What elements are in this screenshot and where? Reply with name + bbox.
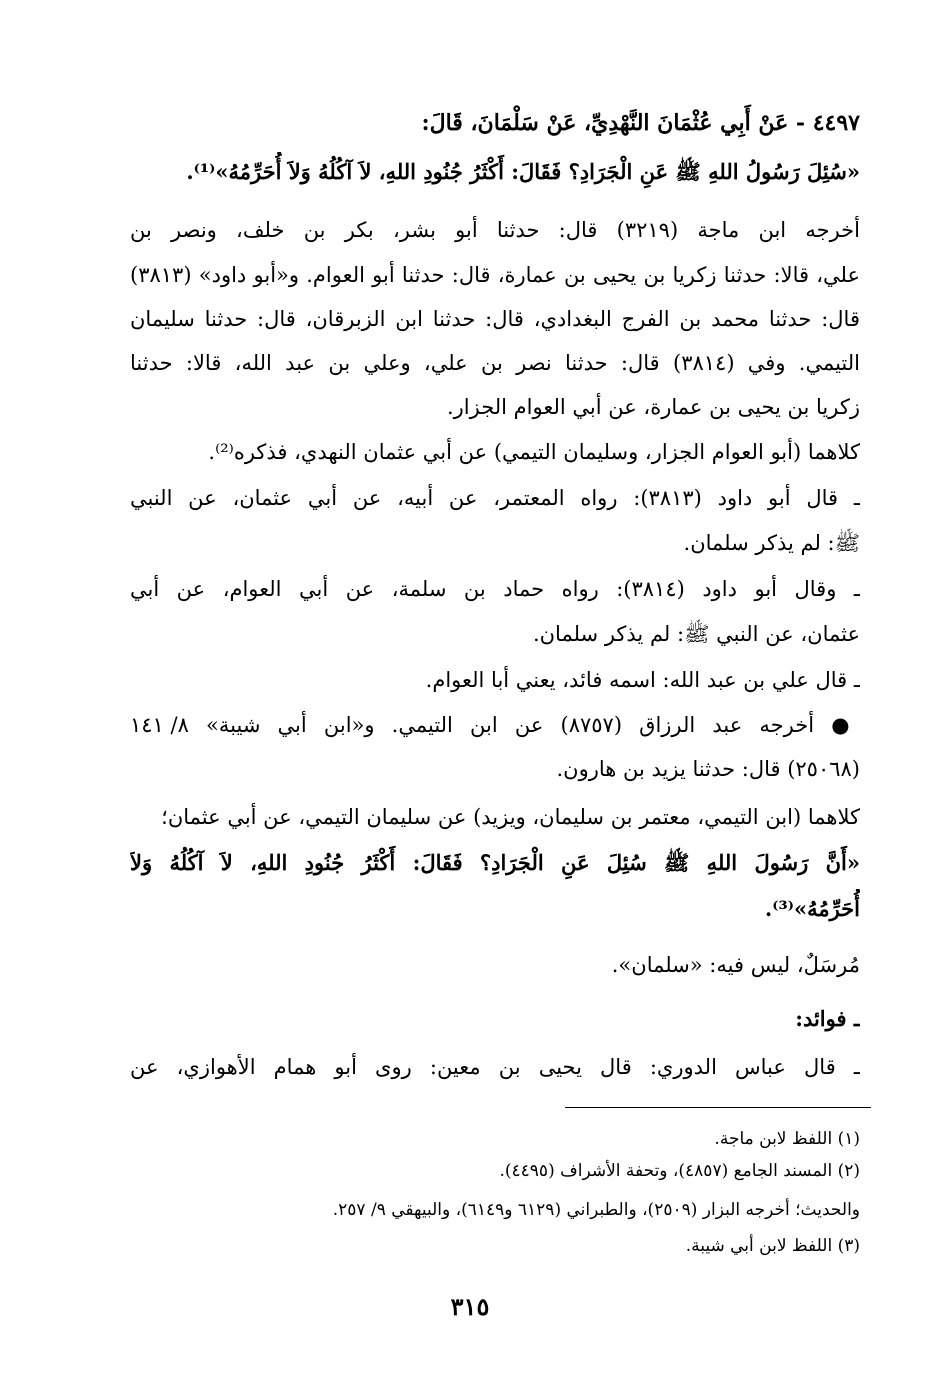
note-line: ـ قال علي بن عبد الله: اسمه فائد، يعني أبا العوام.	[425, 668, 860, 692]
note-line: ـ وقال أبو داود (٣٨١٤): رواه حماد بن سلمة، عن أبي العوام، عن أبي	[130, 577, 860, 601]
takhrij-line: علي، قالا: حدثنا زكريا بن يحيى بن عمارة، قال: حدثنا أبو العوام. و«أبو داود» (٣٨١٣)	[130, 263, 860, 287]
mursal-matn: أُحَرِّمُهُ»⁽³⁾.	[764, 896, 860, 921]
mursal-matn: «أَنَّ رَسُولَ اللهِ ﷺ سُئِلَ عَنِ الْجَرَادِ؟ فَقَالَ: أَكْثَرُ جُنُودِ اللهِ، لاَ آكُلُهُ وَلاَ	[130, 850, 860, 875]
footnote: (٣) اللفظ لابن أبي شيبة.	[685, 1236, 860, 1256]
footnote: (١) اللفظ لابن ماجة.	[714, 1129, 860, 1149]
kilahuma-line: كلاهما (ابن التيمي، معتمر بن سليمان، ويزيد) عن سليمان التيمي، عن أبي عثمان؛	[161, 805, 860, 829]
fawaid-line: ـ قال عباس الدوري: قال يحيى بن معين: روى أبو همام الأهوازي، عن	[130, 1055, 860, 1079]
takhrij-line: أخرجه ابن ماجة (٣٢١٩) قال: حدثنا أبو بشر، بكر بن خلف، ونصر بن	[130, 218, 860, 242]
kilahuma-line: كلاهما (أبو العوام الجزار، وسليمان التيمي) عن أبي عثمان النهدي، فذكره⁽²⁾.	[208, 440, 860, 464]
page-number: ٣١٥	[450, 1292, 490, 1321]
takhrij-line: قال: حدثنا محمد بن الفرج البغدادي، قال: حدثنا ابن الزبرقان، قال: حدثنا سليمان	[130, 307, 860, 331]
hadith-title: ٤٤٩٧ - عَنْ أَبِي عُثْمَانَ النَّهْدِيِّ، عَنْ سَلْمَانَ، قَالَ:	[421, 110, 860, 136]
footnote: (٢) المسند الجامع (٤٨٥٧)، وتحفة الأشراف (٤٤٩٥).	[499, 1161, 860, 1181]
mursal-line: (٢٥٠٦٨) قال: حدثنا يزيد بن هارون.	[556, 757, 860, 781]
takhrij-line: زكريا بن يحيى بن عمارة، عن أبي العوام الجزار.	[446, 395, 860, 419]
footnote: والحديث؛ أخرجه البزار (٢٥٠٩)، والطبراني (٦١٢٩ و٦١٤٩)، والبيهقي ٩/ ٢٥٧.	[332, 1200, 860, 1220]
note-line: ـ قال أبو داود (٣٨١٣): رواه المعتمر، عن أبيه، عن أبي عثمان، عن النبي	[130, 486, 860, 510]
note-line: ﷺ: لم يذكر سلمان.	[683, 531, 860, 555]
takhrij-line: التيمي. وفي (٣٨١٤) قال: حدثنا نصر بن علي، وعلي بن عبد الله، قالا: حدثنا	[130, 351, 860, 375]
mursal-line: ● أخرجه عبد الرزاق (٨٧٥٧) عن ابن التيمي. و«ابن أبي شيبة» ٨/ ١٤١	[130, 713, 860, 737]
fawaid-heading: ـ فوائد:	[795, 1006, 860, 1031]
mursal-verdict: مُرسَلٌ، ليس فيه: «سلمان».	[611, 953, 860, 977]
footnote-separator	[565, 1107, 871, 1108]
note-line: عثمان، عن النبي ﷺ: لم يذكر سلمان.	[532, 622, 860, 646]
hadith-matn: «سُئِلَ رَسُولُ اللهِ ﷺ عَنِ الْجَرَادِ؟ فَقَالَ: أَكْثَرُ جُنُودِ اللهِ، لاَ آكُلُهُ وَلاَ أُحَرِّمُهُ»⁽¹⁾.	[186, 159, 860, 184]
